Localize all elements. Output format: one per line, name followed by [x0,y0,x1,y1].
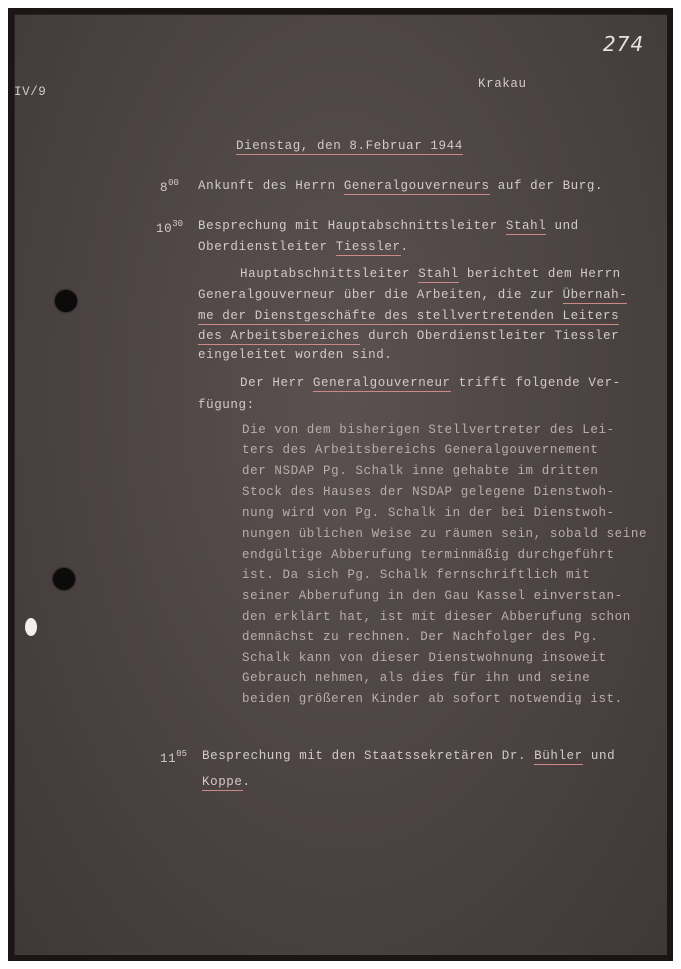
quote-line: seiner Abberufung in den Gau Kassel einverstan- [242,589,623,603]
quote-line: Stock des Hauses der NSDAP gelegene Dienstwoh- [242,485,615,499]
quote-line: nung wird von Pg. Schalk in der bei Dienstwoh- [242,506,615,520]
quote-line: Die von dem bisherigen Stellvertreter des Lei- [242,423,615,437]
punch-hole-upper [55,290,77,312]
report-para-line4: des Arbeitsbereiches durch Oberdienstleiter Tiessler [198,329,620,343]
scan-border-top [8,8,673,14]
decree-para-line1: Der Herr Generalgouverneur trifft folgende Ver- [240,376,621,390]
paper-edge-notch [25,618,37,636]
punch-hole-lower [53,568,75,590]
quote-line: nungen üblichen Weise zu räumen sein, sobald seine [242,527,648,541]
handwritten-page-number: 274 [603,32,645,56]
entry-text-2-line1: Besprechung mit Hauptabschnittsleiter Stahl und [198,219,579,233]
report-para-line2: Generalgouverneur über die Arbeiten, die zur Übernah- [198,288,628,302]
quote-line: Schalk kann von dieser Dienstwohnung insoweit [242,651,607,665]
entry-time-3: $11^{05}$ [160,749,188,766]
quote-line: Gebrauch nehmen, als dies für ihn und seine [242,671,591,685]
quote-line: beiden größeren Kinder ab sofort notwendig ist. [242,692,623,706]
quote-line: ist. Da sich Pg. Schalk fernschriftlich mit [242,568,591,582]
report-para-line3: me der Dienstgeschäfte des stellvertretenden Leiters [198,309,620,323]
date-heading [236,140,463,153]
entry-time-2: $10^{30}$ [156,219,184,236]
entry-time-1: $8^{00}$ [160,178,179,195]
entry-text-3-line2: Koppe. [202,775,251,789]
entry-text-2-line2: Oberdienstleiter Tiessler. [198,240,409,254]
entry-text-3-line1: Besprechung mit den Staatssekretären Dr. Bühler und [202,749,616,763]
quote-line: endgültige Abberufung terminmäßig durchgeführt [242,548,615,562]
scan-border-left [8,8,14,961]
quote-line: den erklärt hat, ist mit dieser Abberufung schon [242,610,631,624]
quote-line: ters des Arbeitsbereichs Generalgouvernement [242,443,599,457]
scan-border-right [667,8,673,961]
decree-para-line2: fügung: [198,398,255,412]
scan-border-bottom [8,955,673,961]
report-para-line1: Hauptabschnittsleiter Stahl berichtet dem Herrn [240,267,621,281]
quote-line: der NSDAP Pg. Schalk inne gehabte im dritten [242,464,599,478]
date-text: Dienstag, den 8.Februar 1944 [236,139,463,153]
entry-text-1: Ankunft des Herrn Generalgouverneurs auf der Burg. [198,179,604,193]
report-para-line5: eingeleitet worden sind. [198,348,393,362]
quote-line: demnächst zu rechnen. Der Nachfolger des Pg. [242,630,599,644]
reference-code: IV/9 [14,85,47,99]
location-heading: Krakau [478,77,527,91]
